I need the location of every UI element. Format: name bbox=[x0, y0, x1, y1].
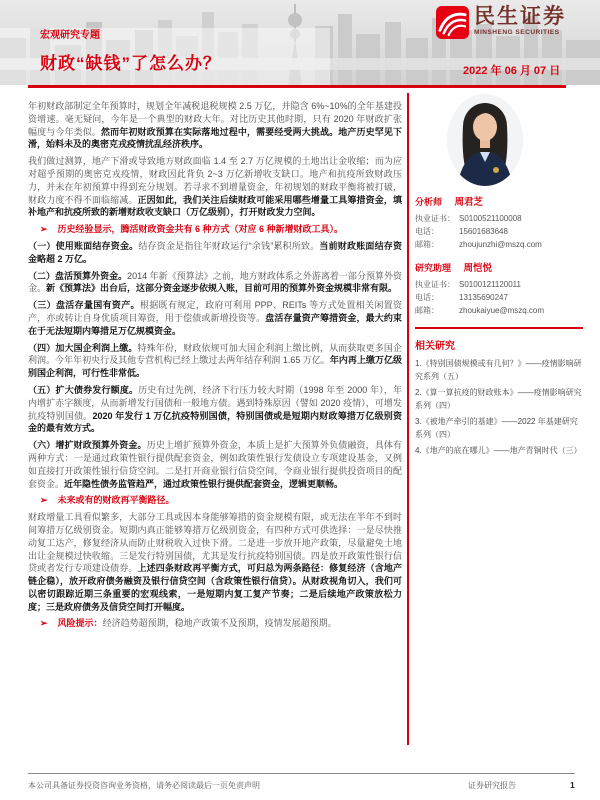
body-text: 财政增量工具看似繁多，大部分工具或因本身能够筹措的资金规模有限，或无法在半年不到时间筹措万亿级别资金。短期内真正能够筹措万亿级别资金，有四种方式可供选择：一是尽快推动复工达产，修复经济从而防止财税收入过快下滑。二是进一步放开地产政策，尽量避免土地出让金规模过快收缩。三是发行特别国债，尤其是发行抗疫特别国债。四是放开政策性银行信贷或者发行专项建设债券。 bbox=[28, 512, 402, 574]
analyst-photo bbox=[447, 94, 523, 186]
bold-text: （一）使用账面结存资金。 bbox=[28, 240, 139, 251]
body-text: 历史有过先例，经济下行压力较大时期（1998 年至 2000 年），年内增扩赤字额度，从而新增发行国债和一般地方债。遇到特殊原因（譬如 2020 疫情），可增发抗疫特别国债。 bbox=[28, 384, 402, 421]
paragraph bbox=[28, 384, 402, 435]
assistant-cert-row bbox=[415, 278, 583, 291]
assistant-phone-row bbox=[415, 291, 583, 304]
minsheng-logo-icon bbox=[436, 6, 469, 39]
bold-text: 年内再上缴万亿级别国企利润，可行性非常低。 bbox=[28, 355, 402, 379]
body-text: 我们做过测算，地产下滑或导致地方财政面临 1.4 至 2.7 万亿规模的土地出让金收缩；而为应对超乎预期的奥密克戎疫情，财政因此背负 2~3 万亿新增收支缺口。地产和抗疫所致财政压力，并未在年初预算中得到充分规划。若寻求不到增量资金，年初规划的财政平衡将被打破，财政力度不得不面临缩减。 bbox=[28, 156, 402, 205]
related-research-item[interactable]: 1.《特别国债规模或有几何？》——疫情影响研究系列（五） bbox=[415, 359, 582, 381]
assistant-block bbox=[415, 260, 583, 317]
body-text: 根据既有规定，政府可利用 PPP、REITs 等方式处置相关闲置资产，亦或转让自身优质项目筹资，用于偿债或新增投资等。 bbox=[28, 300, 402, 323]
body-text: 年初财政部制定全年预算时，规划全年减税退税规模 2.5 万亿，并隐含 6%~10%的全年基建投资增速。毫无疑问，今年是一个典型的财政大年。对比历史其他时期，只有 2020 年财政扩张幅度与今年类似。 bbox=[28, 101, 402, 137]
analyst-role-label: 分析师 bbox=[415, 197, 443, 207]
analyst-phone-row bbox=[415, 225, 583, 238]
email-value: zhoukaiyue@mszq.com bbox=[459, 306, 545, 315]
paragraph bbox=[28, 155, 402, 219]
sidebar bbox=[415, 92, 583, 462]
bold-text: （五）扩大债券发行额度。 bbox=[28, 384, 139, 395]
related-research-item[interactable]: 3.《被地产牵引的基建》——2022 年基建研究系列（四） bbox=[415, 417, 578, 439]
risk-note bbox=[28, 617, 402, 630]
analyst-cert-row bbox=[415, 212, 583, 225]
assistant-name: 周恺悦 bbox=[463, 263, 493, 274]
bold-text: 上述四条财政再平衡方式，可归总为两条路径：修复经济（含地产链企稳），放开政府债务融资及银行信贷空间（含政策性银行信贷）。从财政视角切入，我们可以密切跟踪近期三条重要的宏观线索，一是短期内复工复产节奏；二是后续地产政策放松力度；三是政府债务及信贷空间打开幅度。 bbox=[28, 563, 402, 612]
paragraph bbox=[28, 299, 402, 337]
arrow-bullet-icon: ➢ bbox=[40, 618, 48, 629]
cert-label: 执业证书： bbox=[415, 280, 455, 289]
column-divider bbox=[407, 93, 409, 745]
body-text: 特殊年份，财政依规可加大国企利润上缴比例，从而获取更多国企利润。今年年初央行及其他专营机构已经上缴过去两年结存利润 1.65 万亿。 bbox=[28, 342, 402, 366]
bold-text: 近年隐性债务监管趋严，通过政策性银行提供配套资金，逻辑更顺畅。 bbox=[64, 478, 344, 489]
related-research-title: 相关研究 bbox=[415, 341, 455, 352]
assistant-email-row bbox=[415, 304, 583, 317]
bold-text: 当前财政账面结存资金略超 2 万亿。 bbox=[28, 240, 402, 264]
body-text: 结存资金是指往年财政运行“余钱”累积所致。 bbox=[138, 240, 320, 251]
cert-value: S0100521100008 bbox=[459, 214, 522, 223]
related-research-item[interactable]: 4.《地产的底在哪儿》——地产青铜时代（三） bbox=[415, 446, 582, 455]
email-label: 邮箱： bbox=[415, 240, 439, 249]
phone-value: 15601683648 bbox=[459, 227, 508, 236]
arrow-bullet-icon: ➢ bbox=[40, 495, 48, 506]
analyst-block bbox=[415, 194, 583, 251]
email-value: zhoujunzhi@mszq.com bbox=[459, 240, 542, 249]
assistant-header bbox=[415, 260, 583, 274]
bold-text: 正因如此，我们关注后续财政可能采用哪些增量工具筹措资金，填补地产和抗疫所致的新增财政收支缺口（万亿级别），打开财政发力空间。 bbox=[28, 194, 402, 218]
analyst-avatar-image bbox=[447, 94, 523, 186]
footer-report-type: 证券研究报告 bbox=[468, 781, 516, 790]
body-text: 历史上增扩预算外资金，本质上是扩大预算外负债融资，具体有两种方式：一是通过政策性银行提供配套资金，例如政策性银行发债设立专项建设基金，又例如直接打开政策性银行信贷空间。二是打开商业银行信贷空间，令商业银行提供投资项目的配套资金。 bbox=[28, 440, 402, 489]
related-research-item[interactable]: 2.《算一算抗疫的财政账本》——疫情影响研究系列（四） bbox=[415, 388, 582, 410]
header-divider bbox=[28, 85, 566, 88]
bold-text: （二）盘活预算外资金。 bbox=[28, 270, 128, 281]
bold-text: （三）盘活存量国有资产。 bbox=[28, 300, 140, 311]
cert-value: S0100121120011 bbox=[459, 280, 521, 289]
footer-page-number: 1 bbox=[570, 780, 575, 790]
risk-label: 风险提示： bbox=[57, 618, 103, 629]
bold-text: （六）增扩财政预算外资金。 bbox=[28, 440, 147, 451]
paragraph bbox=[28, 439, 402, 490]
bold-text: 盘活存量资产筹措资金，最大约束在于无法短期内筹措足万亿规模资金。 bbox=[28, 312, 402, 336]
logo-text-en: MINSHENG SECURITIES bbox=[474, 29, 560, 37]
analyst-header bbox=[415, 194, 583, 208]
report-header bbox=[0, 0, 600, 85]
risk-text: 经济趋势超预期，稳地产政策不及预期，疫情发展超预期。 bbox=[102, 618, 337, 629]
logo-text bbox=[474, 6, 566, 36]
minsheng-logo bbox=[436, 6, 566, 39]
paragraph bbox=[28, 240, 402, 266]
paragraph bbox=[28, 511, 402, 613]
phone-label: 电话： bbox=[415, 227, 439, 236]
bold-text: 新《预算法》出台后，这部分资金逐步依规入账，目前可用的预算外资金规模非常有限。 bbox=[46, 283, 398, 294]
email-label: 邮箱： bbox=[415, 306, 439, 315]
bold-text: 然而年初财政预算在实际落地过程中，需要经受两大挑战。地产历史罕见下滑，始料未及的奥密克戎疫情扰乱经济秩序。 bbox=[28, 126, 402, 150]
bold-text: （四）加大国企利润上缴。 bbox=[28, 342, 138, 353]
related-research-list bbox=[415, 358, 583, 458]
arrow-bullet-icon: ➢ bbox=[40, 224, 48, 235]
analyst-name: 周君芝 bbox=[454, 197, 484, 208]
paragraph bbox=[28, 270, 402, 296]
paragraph bbox=[28, 100, 402, 151]
report-date: 2022 年 06 月 07 日 bbox=[463, 65, 561, 77]
phone-label: 电话： bbox=[415, 293, 439, 302]
section-heading bbox=[28, 223, 402, 236]
paragraph bbox=[28, 342, 402, 380]
section-heading bbox=[28, 494, 402, 507]
phone-value: 13135690247 bbox=[459, 293, 508, 302]
report-body bbox=[28, 100, 402, 634]
body-text: 2014 年新《预算法》之前，地方财政体系之外游离着一部分预算外资金。 bbox=[28, 270, 402, 294]
page-title: 财政“缺钱”了怎么办？ bbox=[40, 54, 221, 73]
footer-divider bbox=[28, 773, 575, 774]
footer-disclaimer: 本公司具备证券投资咨询业务资格，请务必阅读最后一页免责声明 bbox=[28, 781, 260, 790]
analyst-email-row bbox=[415, 238, 583, 251]
bold-text: 2020 年发行 1 万亿抗疫特别国债，特别国债或是短期内财政筹措万亿级别资金的最有效方式。 bbox=[28, 410, 402, 434]
section-heading-text: 历史经验显示，腾活财政资金共有 6 种方式（对应 6 种新增财政工具）。 bbox=[57, 224, 344, 235]
report-category: 宏观研究专题 bbox=[40, 30, 100, 41]
assistant-role-label: 研究助理 bbox=[415, 263, 452, 273]
section-heading-text: 未来或有的财政再平衡路径。 bbox=[57, 495, 175, 506]
cert-label: 执业证书： bbox=[415, 214, 455, 223]
logo-text-cn: 民生证券 bbox=[474, 5, 566, 28]
sidebar-divider bbox=[415, 327, 583, 329]
